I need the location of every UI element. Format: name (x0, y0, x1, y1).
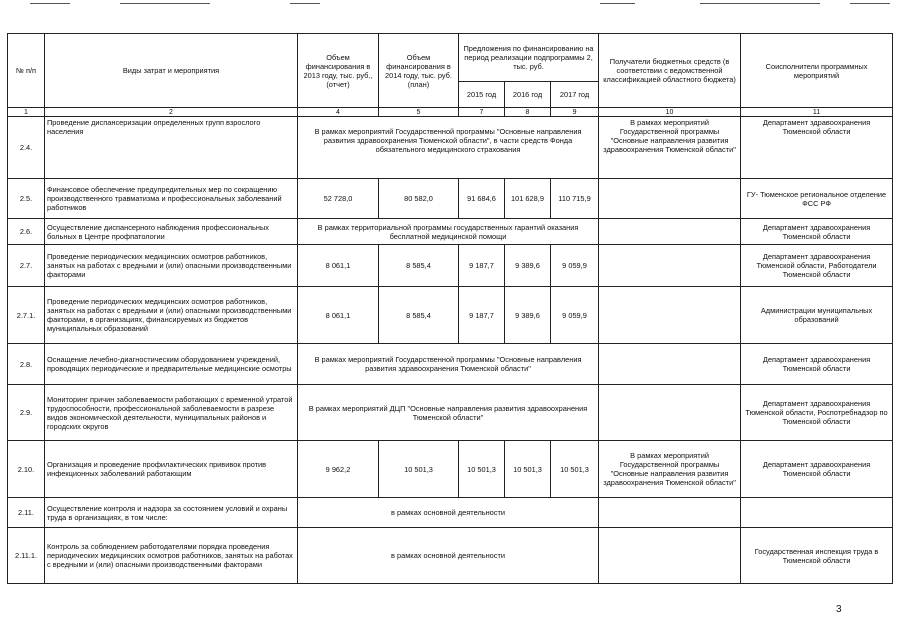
row-description: Оснащение лечебно-диагностическим оборудованием учреждений, проводящих периодические и предварительные медицинские осмотры (45, 344, 298, 385)
coexecutor-cell: Департамент здравоохранения Тюменской области, Роспотребнадзор по Тюменской области (741, 385, 893, 441)
table-row (8, 441, 893, 498)
row-description: Организация и проведение профилактических прививок против инфекционных заболеваний работающим (45, 441, 298, 498)
recipient-cell (599, 498, 741, 528)
merged-financing-note: в рамках основной деятельности (298, 528, 599, 584)
column-number: 4 (298, 108, 379, 117)
merged-financing-note: В рамках мероприятий Государственной программы "Основные направления развития здравоохранения Тюменской области", в части средств Фонда обязательного медицинского страхования (298, 117, 599, 179)
value-2013: 52 728,0 (298, 179, 379, 219)
table-row (8, 344, 893, 385)
recipient-cell (599, 528, 741, 584)
table-row (8, 179, 893, 219)
table-row (8, 528, 893, 584)
coexecutor-cell: Департамент здравоохранения Тюменской области (741, 441, 893, 498)
row-number: 2.10. (8, 441, 45, 498)
row-description: Контроль за соблюдением работодателями порядка проведения периодических медицинских осмотров работников, занятых на работах с вредными и (или) опасными производственными факторами (45, 528, 298, 584)
column-number: 2 (45, 108, 298, 117)
column-number: 5 (379, 108, 459, 117)
header-year-2017: 2017 год (551, 82, 599, 108)
value-2014: 8 585,4 (379, 245, 459, 287)
column-number: 8 (505, 108, 551, 117)
value-2013: 8 061,1 (298, 245, 379, 287)
row-number: 2.11.1. (8, 528, 45, 584)
row-description: Проведение периодических медицинских осмотров работников, занятых на работах с вредными и (или) опасными производственными факторами (45, 245, 298, 287)
coexecutor-cell: Департамент здравоохранения Тюменской области (741, 117, 893, 179)
value-2016: 10 501,3 (505, 441, 551, 498)
column-number: 10 (599, 108, 741, 117)
coexecutor-cell: Департамент здравоохранения Тюменской области (741, 219, 893, 245)
recipient-cell (599, 179, 741, 219)
value-2017: 9 059,9 (551, 245, 599, 287)
header-coexecutors: Соисполнители программных мероприятий (741, 34, 893, 108)
value-2015: 9 187,7 (459, 287, 505, 344)
value-2013: 8 061,1 (298, 287, 379, 344)
table-row (8, 287, 893, 344)
recipient-cell (599, 245, 741, 287)
row-description: Финансовое обеспечение предупредительных мер по сокращению производственного травматизма и профессиональных заболеваний работников (45, 179, 298, 219)
row-number: 2.6. (8, 219, 45, 245)
header-row (8, 34, 893, 82)
value-2016: 9 389,6 (505, 287, 551, 344)
value-2015: 10 501,3 (459, 441, 505, 498)
row-number: 2.7. (8, 245, 45, 287)
coexecutor-cell: Государственная инспекция труда в Тюменской области (741, 528, 893, 584)
value-2017: 10 501,3 (551, 441, 599, 498)
recipient-cell (599, 344, 741, 385)
table-row (8, 117, 893, 179)
coexecutor-cell: Департамент здравоохранения Тюменской области, Работодатели Тюменской области (741, 245, 893, 287)
row-description: Проведение периодических медицинских осмотров работников, занятых на работах с вредными и (или) опасными производственными факторами, в организациях, финансируемых из бюджетов муниципальных образований (45, 287, 298, 344)
recipient-cell (599, 385, 741, 441)
header-no: № п/п (8, 34, 45, 108)
coexecutor-cell: Администрации муниципальных образований (741, 287, 893, 344)
value-2013: 9 962,2 (298, 441, 379, 498)
value-2016: 101 628,9 (505, 179, 551, 219)
recipient-cell (599, 287, 741, 344)
header-2013: Объем финансирования в 2013 году, тыс. руб., (отчет) (298, 34, 379, 108)
column-number: 11 (741, 108, 893, 117)
header-proposals: Предложения по финансированию на период реализации подпрограммы 2, тыс. руб. (459, 34, 599, 82)
coexecutor-cell: ГУ- Тюменское региональное отделение ФСС РФ (741, 179, 893, 219)
table-row (8, 219, 893, 245)
value-2014: 10 501,3 (379, 441, 459, 498)
row-number: 2.9. (8, 385, 45, 441)
page-number: 3 (836, 604, 842, 615)
merged-financing-note: В рамках мероприятий Государственной программы "Основные направления развития здравоохранения Тюменской области" (298, 344, 599, 385)
header-types: Виды затрат и мероприятия (45, 34, 298, 108)
column-number: 9 (551, 108, 599, 117)
top-edge-marks (0, 3, 905, 7)
table-row (8, 385, 893, 441)
value-2014: 8 585,4 (379, 287, 459, 344)
header-2014: Объем финансирования в 2014 году, тыс. руб. (план) (379, 34, 459, 108)
value-2015: 91 684,6 (459, 179, 505, 219)
financing-table (7, 33, 893, 584)
value-2014: 80 582,0 (379, 179, 459, 219)
table-row (8, 245, 893, 287)
coexecutor-cell: Департамент здравоохранения Тюменской области (741, 344, 893, 385)
value-2017: 9 059,9 (551, 287, 599, 344)
recipient-cell: В рамках мероприятий Государственной программы "Основные направления развития здравоохранения Тюменской области" (599, 441, 741, 498)
row-number: 2.11. (8, 498, 45, 528)
row-number: 2.5. (8, 179, 45, 219)
value-2017: 110 715,9 (551, 179, 599, 219)
merged-financing-note: В рамках мероприятий ДЦП "Основные направления развития здравоохранения Тюменской области" (298, 385, 599, 441)
row-description: Осуществление диспансерного наблюдения профессиональных больных в Центре профпатологии (45, 219, 298, 245)
column-number: 1 (8, 108, 45, 117)
recipient-cell (599, 219, 741, 245)
row-number: 2.7.1. (8, 287, 45, 344)
table-row (8, 498, 893, 528)
value-2015: 9 187,7 (459, 245, 505, 287)
row-number: 2.8. (8, 344, 45, 385)
coexecutor-cell (741, 498, 893, 528)
row-description: Осуществление контроля и надзора за состоянием условий и охраны труда в организациях, в том числе: (45, 498, 298, 528)
merged-financing-note: В рамках территориальной программы государственных гарантий оказания бесплатной медицинской помощи (298, 219, 599, 245)
column-numbers-row (8, 108, 893, 117)
merged-financing-note: в рамках основной деятельности (298, 498, 599, 528)
row-description: Мониторинг причин заболеваемости работающих с временной утратой трудоспособности, профессиональной заболеваемости в разрезе видов экономической деятельности, муниципальных районов и городских округов (45, 385, 298, 441)
value-2016: 9 389,6 (505, 245, 551, 287)
header-year-2016: 2016 год (505, 82, 551, 108)
recipient-cell: В рамках мероприятий Государственной программы "Основные направления развития здравоохранения Тюменской области" (599, 117, 741, 179)
column-number: 7 (459, 108, 505, 117)
header-recipients: Получатели бюджетных средств (в соответствии с ведомственной классификацией областного бюджета) (599, 34, 741, 108)
row-number: 2.4. (8, 117, 45, 179)
header-year-2015: 2015 год (459, 82, 505, 108)
row-description: Проведение диспансеризации определенных групп взрослого населения (45, 117, 298, 179)
